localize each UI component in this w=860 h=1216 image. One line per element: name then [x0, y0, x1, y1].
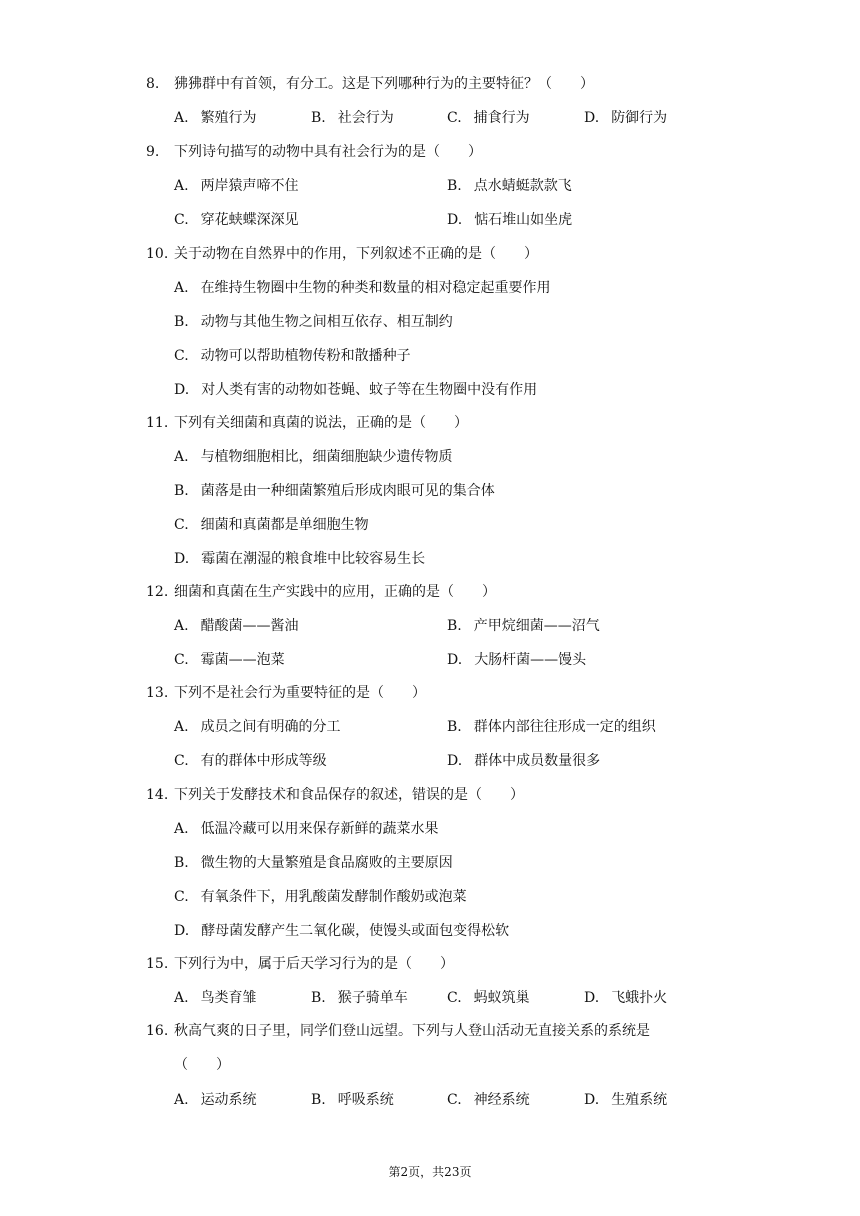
- q16-option-d[interactable]: D. 生殖系统: [584, 1092, 668, 1108]
- q8-option-d[interactable]: D. 防御行为: [584, 110, 668, 126]
- question-16-stem-continuation: （ ）: [174, 1057, 230, 1073]
- question-number: 15.: [146, 956, 169, 972]
- q11-option-a[interactable]: A. 与植物细胞相比，细菌细胞缺少遗传物质: [174, 449, 453, 465]
- question-text: 下列有关细菌和真菌的说法，正确的是（ ）: [174, 415, 468, 431]
- q16-option-a[interactable]: A. 运动系统: [174, 1092, 257, 1108]
- q12-option-c[interactable]: C. 霉菌——泡菜: [174, 652, 285, 668]
- q14-option-c[interactable]: C. 有氧条件下，用乳酸菌发酵制作酸奶或泡菜: [174, 889, 467, 905]
- q14-option-a[interactable]: A. 低温冷藏可以用来保存新鲜的蔬菜水果: [174, 821, 439, 837]
- q10-option-d[interactable]: D. 对人类有害的动物如苍蝇、蚊子等在生物圈中没有作用: [174, 382, 538, 398]
- q10-option-c[interactable]: C. 动物可以帮助植物传粉和散播种子: [174, 348, 411, 364]
- question-11-stem: [146, 412, 468, 432]
- q10-option-a[interactable]: A. 在维持生物圈中生物的种类和数量的相对稳定起重要作用: [174, 280, 551, 296]
- q12-option-b[interactable]: B. 产甲烷细菌——沼气: [447, 618, 600, 634]
- q14-option-b[interactable]: B. 微生物的大量繁殖是食品腐败的主要原因: [174, 855, 453, 871]
- question-text: 下列不是社会行为重要特征的是（ ）: [174, 685, 426, 701]
- q13-option-b[interactable]: B. 群体内部往往形成一定的组织: [447, 719, 656, 735]
- q15-option-a[interactable]: A. 鸟类育雏: [174, 990, 257, 1006]
- q15-option-b[interactable]: B. 猴子骑单车: [311, 990, 408, 1006]
- question-text: 下列行为中，属于后天学习行为的是（ ）: [174, 956, 454, 972]
- question-16-stem: [146, 1020, 650, 1040]
- q9-option-d[interactable]: D. 惦石堆山如坐虎: [447, 212, 573, 228]
- q15-option-d[interactable]: D. 飞蛾扑火: [584, 990, 668, 1006]
- q9-option-b[interactable]: B. 点水蜻蜓款款飞: [447, 178, 572, 194]
- question-text: 细菌和真菌在生产实践中的应用，正确的是（ ）: [174, 584, 496, 600]
- question-text: 关于动物在自然界中的作用，下列叙述不正确的是（ ）: [174, 246, 538, 262]
- question-8-stem: [146, 73, 594, 93]
- q9-option-c[interactable]: C. 穿花蛱蝶深深见: [174, 212, 299, 228]
- q8-option-b[interactable]: B. 社会行为: [311, 110, 394, 126]
- q16-option-b[interactable]: B. 呼吸系统: [311, 1092, 394, 1108]
- question-text: 秋高气爽的日子里，同学们登山远望。下列与人登山活动无直接关系的系统是: [174, 1023, 650, 1039]
- page-number-footer: 第2页，共23页: [388, 1165, 472, 1179]
- question-12-stem: [146, 581, 496, 601]
- question-text: 狒狒群中有首领，有分工。这是下列哪种行为的主要特征？（ ）: [174, 76, 594, 92]
- question-number: 11.: [146, 415, 169, 431]
- q11-option-c[interactable]: C. 细菌和真菌都是单细胞生物: [174, 517, 369, 533]
- q13-option-d[interactable]: D. 群体中成员数量很多: [447, 753, 601, 769]
- question-text: 下列关于发酵技术和食品保存的叙述，错误的是（ ）: [174, 787, 524, 803]
- question-number: 9.: [146, 144, 160, 160]
- question-number: 10.: [146, 246, 169, 262]
- q8-option-a[interactable]: A. 繁殖行为: [174, 110, 257, 126]
- q13-option-a[interactable]: A. 成员之间有明确的分工: [174, 719, 341, 735]
- q12-option-a[interactable]: A. 醋酸菌——酱油: [174, 618, 299, 634]
- question-13-stem: [146, 682, 426, 702]
- question-number: 14.: [146, 787, 169, 803]
- q11-option-b[interactable]: B. 菌落是由一种细菌繁殖后形成肉眼可见的集合体: [174, 483, 495, 499]
- question-number: 16.: [146, 1023, 169, 1039]
- question-number: 13.: [146, 685, 169, 701]
- q10-option-b[interactable]: B. 动物与其他生物之间相互依存、相互制约: [174, 314, 453, 330]
- q11-option-d[interactable]: D. 霉菌在潮湿的粮食堆中比较容易生长: [174, 551, 426, 567]
- question-number: 12.: [146, 584, 169, 600]
- question-10-stem: [146, 243, 538, 263]
- question-text: 下列诗句描写的动物中具有社会行为的是（ ）: [174, 144, 482, 160]
- q8-option-c[interactable]: C. 捕食行为: [447, 110, 530, 126]
- question-9-stem: [146, 141, 482, 161]
- q15-option-c[interactable]: C. 蚂蚁筑巢: [447, 990, 530, 1006]
- q16-option-c[interactable]: C. 神经系统: [447, 1092, 530, 1108]
- question-14-stem: [146, 784, 524, 804]
- question-number: 8.: [146, 76, 160, 92]
- question-15-stem: [146, 953, 454, 973]
- q13-option-c[interactable]: C. 有的群体中形成等级: [174, 753, 327, 769]
- q14-option-d[interactable]: D. 酵母菌发酵产生二氧化碳，使馒头或面包变得松软: [174, 923, 510, 939]
- q12-option-d[interactable]: D. 大肠杆菌——馒头: [447, 652, 587, 668]
- q9-option-a[interactable]: A. 两岸猿声啼不住: [174, 178, 299, 194]
